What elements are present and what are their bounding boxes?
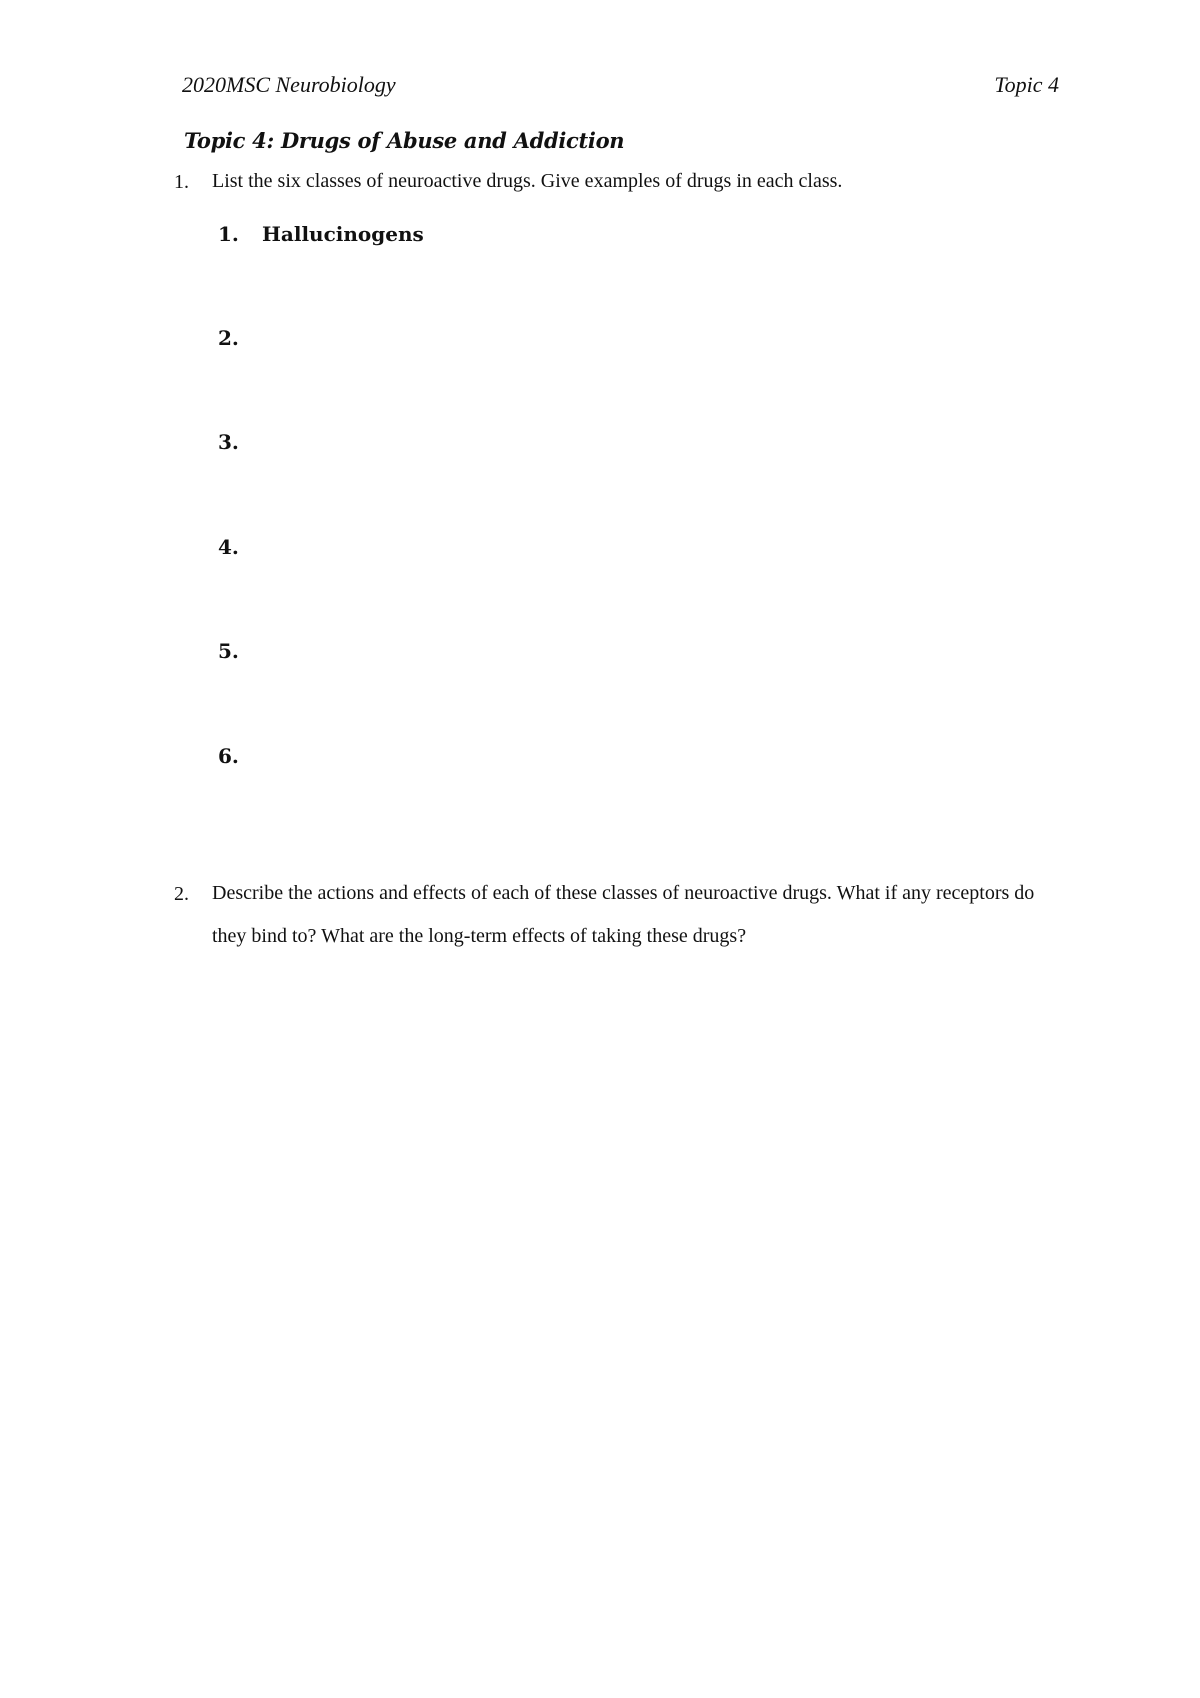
drug-class-item-6 — [218, 744, 262, 768]
question-1-text: List the six classes of neuroactive drugs. Give examples of drugs in each class. — [212, 170, 843, 192]
drug-class-number: 5. — [218, 639, 239, 663]
drug-class-number: 3. — [218, 430, 239, 454]
drug-class-item-4 — [218, 535, 262, 559]
drug-class-label: Hallucinogens — [262, 222, 424, 246]
question-2-text: Describe the actions and effects of each of these classes of neuroactive drugs. What if any receptors do they bind to? What are the long-term effects of taking these drugs? — [212, 882, 1035, 947]
drug-class-item-1 — [218, 222, 424, 246]
drug-class-item-5 — [218, 639, 262, 663]
drug-class-number: 4. — [218, 535, 239, 559]
drug-class-number: 6. — [218, 744, 239, 768]
header-course-name: 2020MSC Neurobiology — [182, 72, 396, 97]
drug-class-item-2 — [218, 326, 262, 350]
drug-class-number: 2. — [218, 326, 239, 350]
question-1-number: 1. — [174, 171, 189, 193]
document-title: Topic 4: Drugs of Abuse and Addiction — [184, 128, 625, 153]
header-topic-label: Topic 4 — [994, 72, 1059, 97]
drug-class-item-3 — [218, 430, 262, 454]
question-2-number: 2. — [174, 883, 189, 905]
drug-class-number: 1. — [218, 222, 239, 246]
